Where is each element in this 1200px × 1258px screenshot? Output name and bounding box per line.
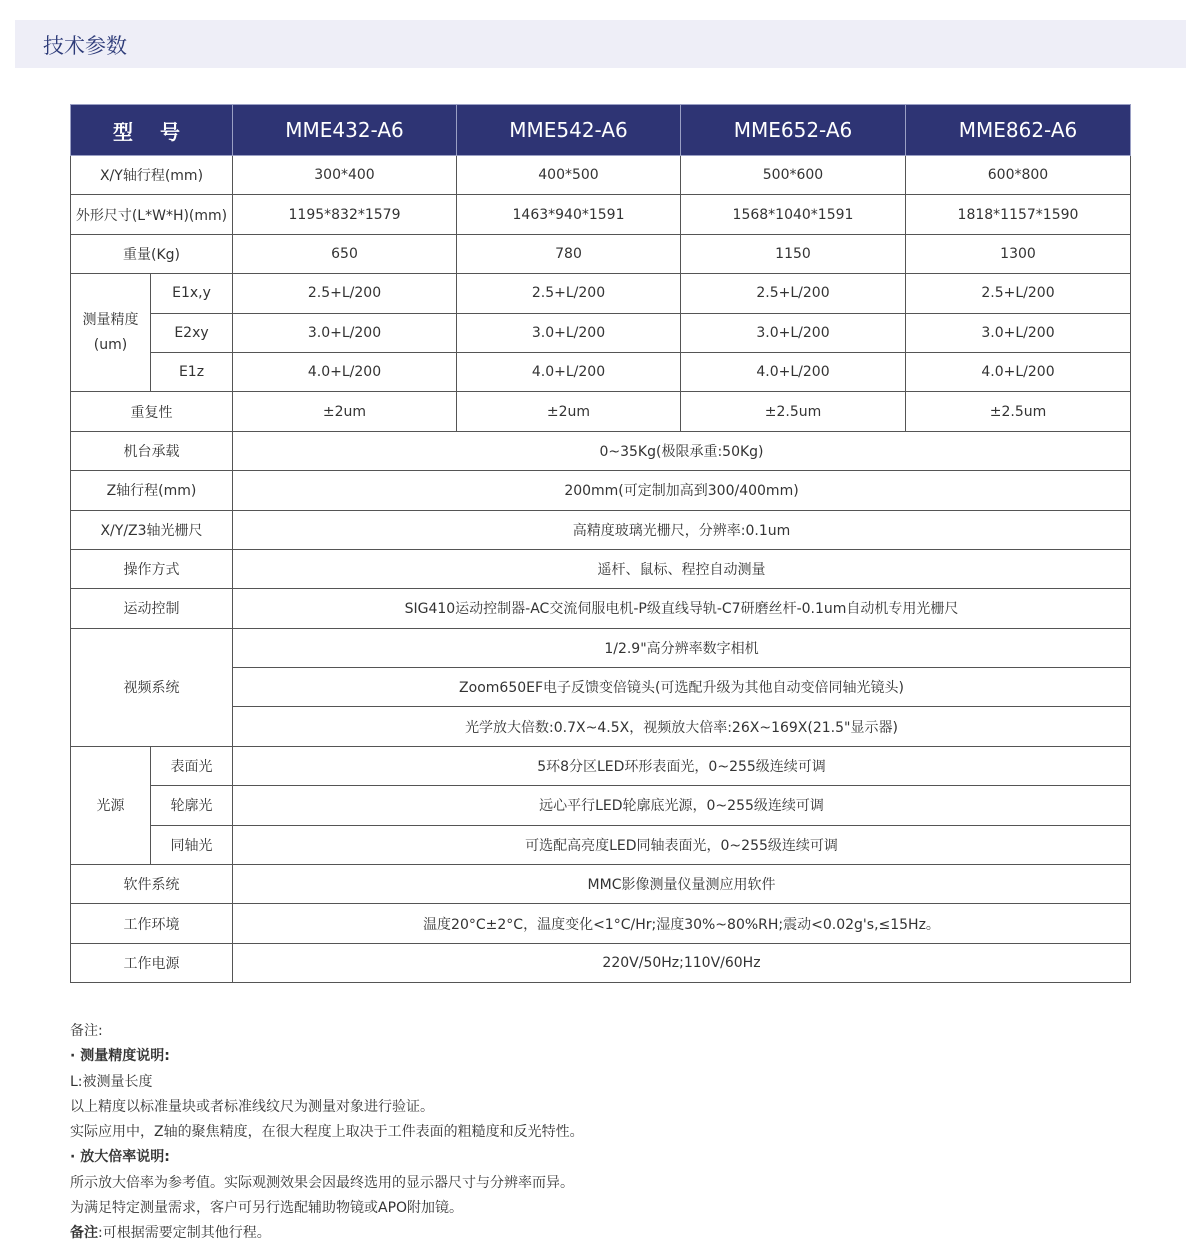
cell-value: 1195*832*1579 bbox=[233, 195, 457, 234]
table-row bbox=[71, 392, 1131, 431]
model-name: MME542-A6 bbox=[457, 105, 681, 156]
row-label: 工作环境 bbox=[71, 904, 233, 943]
cell-value: 2.5+L/200 bbox=[233, 274, 457, 313]
row-label: 机台承载 bbox=[71, 431, 233, 470]
note-mag-heading: · 放大倍率说明: bbox=[70, 1149, 170, 1166]
cell-value: 650 bbox=[233, 234, 457, 273]
row-label: Z轴行程(mm) bbox=[71, 471, 233, 510]
row-label: X/Y/Z3轴光栅尺 bbox=[71, 510, 233, 549]
table-row bbox=[71, 471, 1131, 510]
table-row bbox=[71, 510, 1131, 549]
sub-label: E1z bbox=[151, 352, 233, 391]
note-line: 以上精度以标准量块或者标准线纹尺为测量对象进行验证。 bbox=[70, 1098, 434, 1115]
note-custom-label: 备注 bbox=[70, 1225, 98, 1242]
section-title: 技术参数 bbox=[43, 34, 127, 58]
cell-value: 1818*1157*1590 bbox=[906, 195, 1131, 234]
table-row bbox=[71, 549, 1131, 588]
row-label: 操作方式 bbox=[71, 549, 233, 588]
cell-value: ±2.5um bbox=[906, 392, 1131, 431]
row-label: 重复性 bbox=[71, 392, 233, 431]
cell-value: 1300 bbox=[906, 234, 1131, 273]
row-label: 运动控制 bbox=[71, 589, 233, 628]
cell-value: 1150 bbox=[681, 234, 906, 273]
row-label: 视频系统 bbox=[71, 628, 233, 746]
cell-value-wide: 遥杆、鼠标、程控自动测量 bbox=[233, 549, 1131, 588]
cell-value: 3.0+L/200 bbox=[906, 313, 1131, 352]
note-line: 实际应用中，Z轴的聚焦精度，在很大程度上取决于工件表面的粗糙度和反光特性。 bbox=[70, 1124, 584, 1141]
cell-value: 600*800 bbox=[906, 156, 1131, 195]
cell-value: 4.0+L/200 bbox=[906, 352, 1131, 391]
cell-value: 3.0+L/200 bbox=[233, 313, 457, 352]
table-row bbox=[71, 352, 1131, 391]
cell-value: 4.0+L/200 bbox=[457, 352, 681, 391]
table-row bbox=[71, 274, 1131, 313]
table-row bbox=[71, 589, 1131, 628]
table-row bbox=[71, 234, 1131, 273]
cell-value: 3.0+L/200 bbox=[457, 313, 681, 352]
table-row bbox=[71, 313, 1131, 352]
note-custom-text: :可根据需要定制其他行程。 bbox=[98, 1225, 271, 1242]
cell-value: ±2.5um bbox=[681, 392, 906, 431]
note-line: L:被测量长度 bbox=[70, 1073, 153, 1090]
cell-value: 2.5+L/200 bbox=[681, 274, 906, 313]
cell-value-wide: 220V/50Hz;110V/60Hz bbox=[233, 943, 1131, 982]
row-label: X/Y轴行程(mm) bbox=[71, 156, 233, 195]
table-header-row bbox=[71, 105, 1131, 156]
cell-value-wide: Zoom650EF电子反馈变倍镜头(可选配升级为其他自动变倍同轴光镜头) bbox=[233, 668, 1131, 707]
model-header: 型 号 bbox=[71, 105, 233, 156]
cell-value: 1463*940*1591 bbox=[457, 195, 681, 234]
accuracy-label-line2: (um) bbox=[93, 336, 128, 353]
cell-value-wide: MMC影像测量仪量测应用软件 bbox=[233, 865, 1131, 904]
note-custom bbox=[70, 1221, 584, 1246]
table-row bbox=[71, 786, 1131, 825]
table-row bbox=[71, 431, 1131, 470]
cell-value: ±2um bbox=[457, 392, 681, 431]
model-name: MME862-A6 bbox=[906, 105, 1131, 156]
sub-label: 轮廓光 bbox=[151, 786, 233, 825]
cell-value-wide: 1/2.9"高分辨率数字相机 bbox=[233, 628, 1131, 667]
row-label: 外形尺寸(L*W*H)(mm) bbox=[71, 195, 233, 234]
notes-section bbox=[70, 1019, 584, 1247]
table-row bbox=[71, 628, 1131, 667]
note-accuracy-heading: · 测量精度说明: bbox=[70, 1048, 170, 1065]
cell-value: 2.5+L/200 bbox=[906, 274, 1131, 313]
cell-value: 780 bbox=[457, 234, 681, 273]
note-line: 为满足特定测量需求，客户可另行选配辅助物镜或APO附加镜。 bbox=[70, 1200, 464, 1217]
cell-value: 3.0+L/200 bbox=[681, 313, 906, 352]
model-name: MME652-A6 bbox=[681, 105, 906, 156]
table-row bbox=[71, 825, 1131, 864]
cell-value: 300*400 bbox=[233, 156, 457, 195]
cell-value: 4.0+L/200 bbox=[681, 352, 906, 391]
table-row bbox=[71, 943, 1131, 982]
cell-value: 1568*1040*1591 bbox=[681, 195, 906, 234]
cell-value-wide: 5环8分区LED环形表面光，0~255级连续可调 bbox=[233, 746, 1131, 785]
sub-label: E2xy bbox=[151, 313, 233, 352]
sub-label: 同轴光 bbox=[151, 825, 233, 864]
sub-label: E1x,y bbox=[151, 274, 233, 313]
row-label: 光源 bbox=[71, 746, 151, 864]
cell-value: ±2um bbox=[233, 392, 457, 431]
cell-value-wide: 可选配高亮度LED同轴表面光，0~255级连续可调 bbox=[233, 825, 1131, 864]
row-label: 软件系统 bbox=[71, 865, 233, 904]
row-label-accuracy bbox=[71, 274, 151, 392]
note-line: 所示放大倍率为参考值。实际观测效果会因最终选用的显示器尺寸与分辨率而异。 bbox=[70, 1174, 574, 1191]
table-row bbox=[71, 195, 1131, 234]
spec-table bbox=[70, 104, 1131, 983]
cell-value-wide: 温度20°C±2°C，温度变化<1°C/Hr;湿度30%~80%RH;震动<0.02g's,≤15Hz。 bbox=[233, 904, 1131, 943]
row-label: 工作电源 bbox=[71, 943, 233, 982]
cell-value-wide: 远心平行LED轮廓底光源，0~255级连续可调 bbox=[233, 786, 1131, 825]
cell-value: 2.5+L/200 bbox=[457, 274, 681, 313]
cell-value-wide: SIG410运动控制器-AC交流伺服电机-P级直线导轨-C7研磨丝杆-0.1um自动机专用光栅尺 bbox=[233, 589, 1131, 628]
note-remark: 备注: bbox=[70, 1023, 103, 1039]
cell-value: 400*500 bbox=[457, 156, 681, 195]
accuracy-label-line1: 测量精度 bbox=[82, 311, 139, 328]
cell-value: 500*600 bbox=[681, 156, 906, 195]
cell-value: 4.0+L/200 bbox=[233, 352, 457, 391]
section-header bbox=[15, 20, 1186, 68]
table-row bbox=[71, 746, 1131, 785]
cell-value-wide: 0~35Kg(极限承重:50Kg) bbox=[233, 431, 1131, 470]
row-label: 重量(Kg) bbox=[71, 234, 233, 273]
table-row bbox=[71, 865, 1131, 904]
cell-value-wide: 光学放大倍数:0.7X~4.5X，视频放大倍率:26X~169X(21.5"显示器) bbox=[233, 707, 1131, 746]
cell-value-wide: 200mm(可定制加高到300/400mm) bbox=[233, 471, 1131, 510]
table-row bbox=[71, 156, 1131, 195]
sub-label: 表面光 bbox=[151, 746, 233, 785]
cell-value-wide: 高精度玻璃光栅尺，分辨率:0.1um bbox=[233, 510, 1131, 549]
model-name: MME432-A6 bbox=[233, 105, 457, 156]
table-row bbox=[71, 904, 1131, 943]
